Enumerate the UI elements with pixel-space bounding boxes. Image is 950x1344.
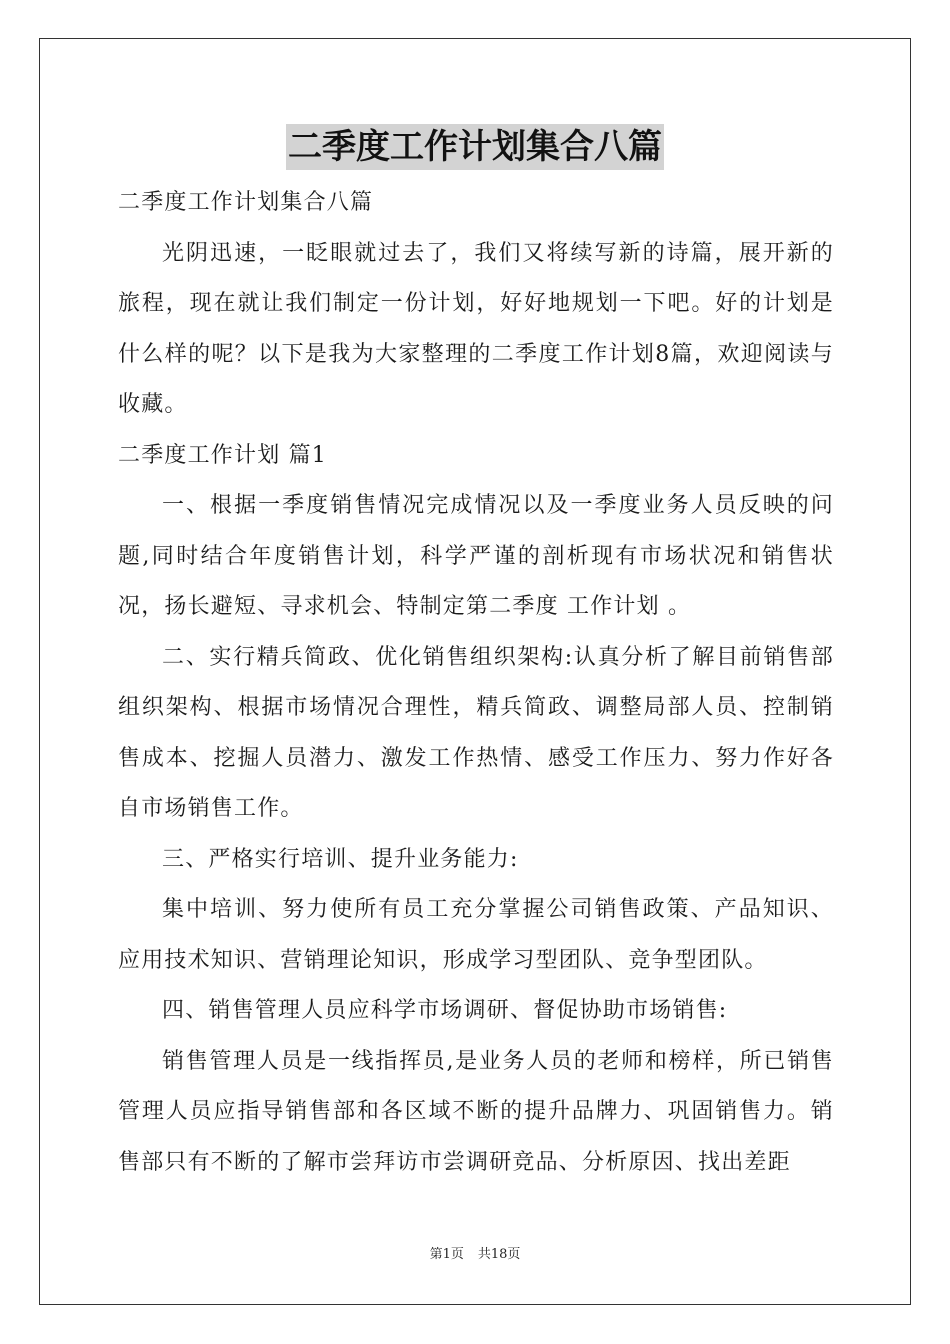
body-paragraph-1: 一、根据一季度销售情况完成情况以及一季度业务人员反映的问题,同时结合年度销售计划，科学严谨的剖析现有市场状况和销售状况，扬长避短、寻求机会、特制定第二季度 工作计划 。 <box>118 493 834 619</box>
body-paragraph-2: 二、实行精兵简政、优化销售组织架构:认真分析了解目前销售部组织架构、根据市场情况合理性，精兵简政、调整局部人员、控制销售成本、挖掘人员潜力、激发工作热情、感受工作压力、努力作好各自市场销售工作。 <box>118 644 834 821</box>
document-body <box>118 178 834 1188</box>
document-title: 二季度工作计划集合八篇 <box>286 124 664 170</box>
body-paragraph-3: 三、严格实行培训、提升业务能力: <box>162 846 519 872</box>
page-footer <box>0 1246 950 1264</box>
body-paragraph-5: 四、销售管理人员应科学市场调研、督促协助市场销售: <box>162 998 728 1023</box>
title-container <box>0 124 950 170</box>
subtitle-paragraph: 二季度工作计划集合八篇 <box>118 190 374 215</box>
page-total: 共18页 <box>477 1247 521 1262</box>
body-paragraph-4: 集中培训、努力使所有员工充分掌握公司销售政策、产品知识、应用技术知识、营销理论知识，形成学习型团队、竞争型团队。 <box>118 897 834 973</box>
body-paragraph-6: 销售管理人员是一线指挥员,是业务人员的老师和榜样，所已销售管理人员应指导销售部和各区域不断的提升品牌力、巩固销售力。销售部只有不断的了解市尝拜访市尝调研竞品、分析原因、找出差距 <box>118 1048 834 1175</box>
page-number: 第1页 <box>429 1247 464 1262</box>
section-heading: 二季度工作计划 篇1 <box>118 442 327 468</box>
intro-paragraph: 光阴迅速，一眨眼就过去了，我们又将续写新的诗篇，展开新的旅程，现在就让我们制定一份计划，好好地规划一下吧。好的计划是什么样的呢？以下是我为大家整理的二季度工作计划8篇，欢迎阅读与收藏。 <box>118 240 834 417</box>
